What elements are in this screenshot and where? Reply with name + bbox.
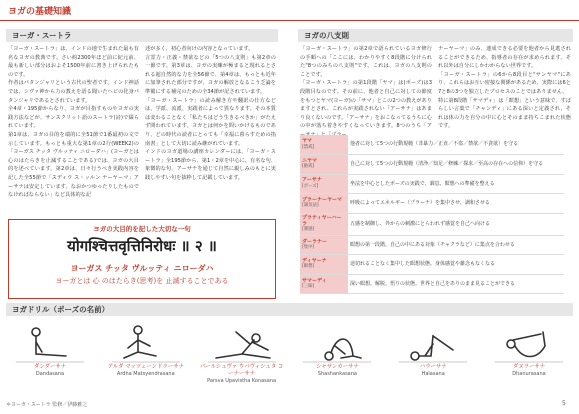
limb-name-jp: ニヤマ xyxy=(302,157,318,164)
eight-limbs-col2: ナーヤーマ」のみ、連成できる必要を他者から見逃されることができるため、指導者の存在が求められます。それ以外は自分にしかわからない世界です。 「ヨーガ・スートラ」の6から8段目と"サンヤマ"にあり、これらはお互い密接な関係があるため、実際には6と7と8の3つを独立したプロセスのことではありません。 特に第8段階「サマディ」は「瞑想」という意味で、すばらしい言葉で「チャンディ」にある深いと定義され、それは体の力を自分の中に心とそのまま持ちこまれた状態です。 xyxy=(438,46,571,130)
yoga-sutra-col1: 「ヨーガ・スートラ」は、インドの地で生まれた最も有名なヨガの教典です。さい約2300年ほど前に紀元前、最も新しい部分はおよそ1500年前に書き上げられたものです。 作者はパタンジャリという古代の聖者です。インド神話では、シヴァ神から力の教えを語る聞いたへビの化身パタンジャリであるとされています。 全4章・195節からなり、ヨガが目指すものやヨガの実践方法などが、サンスクリット語のスートラ(詩)で綴られています。 第1章は、ヨガの目的を端的に全51節で1番最初の文で示しています。もっとも重大な第1章の2行(WEEK2)の「ヨーガス チッタ ヴルッティ ニローダハ」(ヨーガとは心のはたらきを止滅することである)では、ヨガの大目的を述べています。第2章は、日々行うべき実践内容を記した全55節で「スディウ ス・ッルン ナーヤーマ」アーサナは安定しています、なおかつゆったりしたものでなければならない」など具体的な記 xyxy=(8,46,139,199)
limb-description: 自己に対して5つの行動規範（清浄／知足／修練／探求／至高の存在への信仰）を守る xyxy=(348,155,564,175)
pose-name-jp: パールシュヴァ ウパヴィシュタ コーナーサナ xyxy=(199,364,284,377)
pose-item xyxy=(6,320,94,398)
eight-limbs-table-wrap xyxy=(300,135,564,294)
eight-limbs-table xyxy=(300,135,564,294)
yoga-drill-heading: ヨガドリル（ポーズの名前） xyxy=(6,303,573,316)
limb-name xyxy=(300,235,348,255)
pose-name-jp: ダンダーサナ xyxy=(33,364,67,370)
limb-name-sub: [ポーズ] xyxy=(302,183,319,189)
page-title: ヨガの基礎知識 xyxy=(8,7,72,17)
limb-name-sub: [勧戒] xyxy=(302,164,315,170)
sanskrit-verse: योगश्चित्तवृत्तिनिरोधः ॥ २ ॥ xyxy=(67,237,217,255)
plow-pose-icon xyxy=(397,320,469,364)
pose-item xyxy=(293,320,381,398)
pose-name-jp: シャサンカーサナ xyxy=(316,364,359,370)
pose-name-roman: Dhanurasana xyxy=(512,371,546,377)
footer-note: ＊ヨーガ・スートラ 監修／伊藤雅之 xyxy=(6,402,88,408)
pose-name-roman: Halasana xyxy=(421,371,445,377)
pose-item xyxy=(389,320,477,398)
pose-item xyxy=(102,320,190,398)
limb-name-jp: プラーナーヤーマ xyxy=(302,196,343,203)
limb-name-sub: [制感] xyxy=(302,227,315,233)
limb-name-jp: ヤマ xyxy=(302,138,313,145)
limb-name-jp: ディヤーナ xyxy=(302,258,327,265)
eight-limbs-heading: ヨガの八支則 xyxy=(298,29,573,42)
limb-description: 坐法を中心としたポーズの実践で、調息、瞑想への準備を整える xyxy=(348,174,564,194)
limb-name-sub: [禁戒] xyxy=(302,144,315,150)
pose-name-jp: ダヌラーサナ xyxy=(512,364,546,370)
pose-item xyxy=(485,320,573,398)
limb-name xyxy=(300,213,348,235)
limb-name xyxy=(300,174,348,194)
limb-row xyxy=(300,235,564,255)
verse-translation: ヨーガとは 心 のはたらき(思考)を 止滅することである xyxy=(55,277,229,285)
limb-description: 瞑想の第一段階。自己の中にある対象（チャクラなど）に集点を合わせる xyxy=(348,235,564,255)
eight-limbs-col1: 「ヨーガ・スートラ」の第2章で語られているヨガ修行の手順への「ここには、わかりやすく8段階に分けられた"8つのみちの八支則"です。これは、ヨガの八支則のことです。 「ヨーガ・スートラ」の第1段階「ヤマ」は(ポーズ)は3段階目なのです。その前に、他者と自己に対しての節度をもつとヤマ(ヨーガ)の「サマ」とこの2つの教えがありますとされ、これらが実践されない「アーサナ」はあまり良くないのです。「アーサナ」をおこなってるうちに心の中が落ち着きやすくなっていきます。8つのうち「ア xyxy=(300,46,432,130)
pose-name-roman: Ardha Matsyendrasana xyxy=(116,371,175,377)
key-sutra-box xyxy=(8,219,276,299)
limb-description: 深い瞑想。解脱。悟りの状態。世界と自己をありのまま見ることができる xyxy=(348,274,564,294)
limb-description: 他者に対して5つの行動規範（非暴力／正直／不盗／禁欲／不貪欲）を守る xyxy=(348,135,564,155)
limb-name xyxy=(300,274,348,294)
verse-transliteration: ヨーガス チッタ ヴルッティ ニローダハ xyxy=(70,264,214,273)
limb-row xyxy=(300,274,564,294)
seated-twist-pose-icon xyxy=(110,320,182,364)
limb-row xyxy=(300,194,564,214)
limb-name-sub: [集中] xyxy=(302,244,315,250)
limb-name xyxy=(300,255,348,275)
limb-name-sub: [調気法] xyxy=(302,203,319,209)
limb-name-jp: サマーディ xyxy=(302,277,327,284)
pose-name-roman: Parsva Upavistha Konasana xyxy=(207,378,277,384)
key-sutra-title: ヨガの大目的を記した大切な一句 xyxy=(93,225,191,233)
bow-pose-icon xyxy=(493,320,565,364)
page-number: 5 xyxy=(562,400,566,407)
pose-name-jp: アルダ マッツェーンドラーサナ xyxy=(107,364,184,370)
limb-row xyxy=(300,255,564,275)
limb-name xyxy=(300,194,348,214)
limb-row xyxy=(300,135,564,155)
pose-list xyxy=(6,320,573,398)
pose-name-jp: ハラーサナ xyxy=(419,364,447,370)
limb-name-jp: アーサナ xyxy=(302,177,322,184)
side-wide-angle-pose-icon xyxy=(206,320,278,364)
limb-name-jp: ダーラナー xyxy=(302,238,328,245)
limb-description: 五感を制御し、外からの刺激にとらわれず感覚を自己へ向ける xyxy=(348,213,564,235)
pose-name-roman: Dandasana xyxy=(35,371,65,377)
limb-row xyxy=(300,174,564,194)
limb-name-jp: プラティヤーハーラ xyxy=(302,214,342,227)
header-rule xyxy=(0,20,579,21)
pose-name-roman: Shashankasana xyxy=(317,371,357,377)
limb-name xyxy=(300,155,348,175)
pose-item xyxy=(198,320,286,398)
page-header xyxy=(0,0,579,22)
seated-staff-pose-icon xyxy=(14,320,86,364)
limb-name-sub: [瞑想] xyxy=(302,264,315,270)
limb-name-sub: [三昧] xyxy=(302,283,315,289)
limb-row xyxy=(300,155,564,175)
limb-row xyxy=(300,213,564,235)
yoga-sutra-heading: ヨーガ・スートラ xyxy=(6,29,278,42)
limb-description: 呼吸によってエネルギー（プラーナ）を集中させ、調和させる xyxy=(348,194,564,214)
rabbit-pose-icon xyxy=(301,320,373,364)
yoga-sutra-col2: 述が多く、初心者向けの内容となっています。 言霊力・正義・禁欲などの「5つの八支則」も第2章の一節です。第3章は、ヨガの実練が極まると現れるとされる超自然的な力を全56節で、第4章は、もっとも近年に加筆された部分ですが、ヨガの解放となるこう乏論を準備にする補完のための全34節が記されています。 「ヨーガ・スートラ」の読み解き方や翻訳の仕方などは、学派、流派、実践者によって異なります。その本質は変わることなく「私たちはどう生きるべきか」がたえず問われています。ヨガとは何かを問いかけるものであり、どの時代の読者にとっても「幸福に暮らすための指南書」として大切に読み継がれています。 インドのヨガ道場の講座カレンダーには、「ヨーガ・スートラ」全195節から、第1・2章を中心に、有名な句、象徴的な句、アーサナを通じて自然に親しみのもとに実践しやすい句を抜粋して記載しています。 xyxy=(145,46,276,181)
limb-name xyxy=(300,135,348,155)
limb-description: 途切れることなく集中した瞑想状態。身体感覚や雑念もなくなる xyxy=(348,255,564,275)
